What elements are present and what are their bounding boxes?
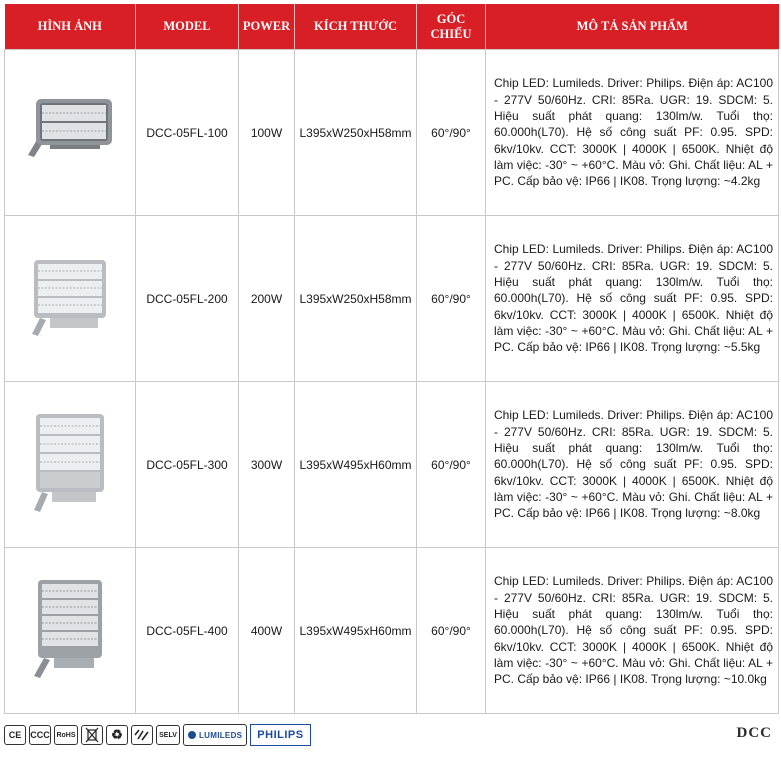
table-header-row [5,4,779,50]
description-cell: Chip LED: Lumileds. Driver: Philips. Điện áp: AC100 - 277V 50/60Hz. CRI: 85Ra. UGR: 19. SDCM: 5. Hiệu suất phát quang: 130lm/w. Tuổi thọ: 60.000h(L70). Hệ số công suất PF: 0.95. SPD: 6kv/10kv. CCT: 3000K | 4000K | 6500K. Nhiệt độ làm việc: -30° ~ +60°C. Màu vỏ: Ghi. Chất liệu: AL + PC. Cấp bảo vệ: IP66 | IK08. Trọng lượng: ~5.5kg [486,216,779,382]
brand-label: DCC [736,725,772,741]
angle-cell: 60°/90° [417,382,486,548]
table-row [5,382,779,548]
certification-footer [4,722,778,748]
model-cell: DCC-05FL-100 [136,50,239,216]
product-image-cell [5,50,136,216]
selv-cert-icon: SELV [156,725,180,745]
weee-bin-glyph [85,727,99,743]
description-cell: Chip LED: Lumileds. Driver: Philips. Điện áp: AC100 - 277V 50/60Hz. CRI: 85Ra. UGR: 19. SDCM: 5. Hiệu suất phát quang: 130lm/w. Tuổi thọ: 60.000h(L70). Hệ số công suất PF: 0.95. SPD: 6kv/10kv. CCT: 3000K | 4000K | 6500K. Nhiệt độ làm việc: -30° ~ +60°C. Màu vỏ: Ghi. Chất liệu: AL + PC. Cấp bảo vệ: IP66 | IK08. Trọng lượng: ~8.0kg [486,382,779,548]
size-cell: L395xW250xH58mm [295,216,417,382]
description-cell: Chip LED: Lumileds. Driver: Philips. Điện áp: AC100 - 277V 50/60Hz. CRI: 85Ra. UGR: 19. SDCM: 5. Hiệu suất phát quang: 130lm/w. Tuổi thọ: 60.000h(L70). Hệ số công suất PF: 0.95. SPD: 6kv/10kv. CCT: 3000K | 4000K | 6500K. Nhiệt độ làm việc: -30° ~ +60°C. Màu vỏ: Ghi. Chất liệu: AL + PC. Cấp bảo vệ: IP66 | IK08. Trọng lượng: ~4.2kg [486,50,779,216]
tuv-glyph [134,728,150,742]
header-desc: MÔ TẢ SẢN PHẨM [486,4,779,50]
power-cell: 100W [239,50,295,216]
weee-bin-icon [81,725,103,745]
power-cell: 200W [239,216,295,382]
ce-cert-icon: CE [4,725,26,745]
size-cell: L395xW495xH60mm [295,548,417,714]
table-row [5,50,779,216]
model-cell: DCC-05FL-300 [136,382,239,548]
size-cell: L395xW250xH58mm [295,50,417,216]
model-cell: DCC-05FL-400 [136,548,239,714]
recycle-icon: ♻ [106,725,128,745]
lumileds-label: LUMILEDS [199,730,243,740]
table-row [5,548,779,714]
ccc-cert-icon: CCC [29,725,51,745]
table-row [5,216,779,382]
angle-cell: 60°/90° [417,50,486,216]
product-image-cell [5,216,136,382]
floodlight-400-image [20,576,120,686]
lumileds-logo [183,724,247,746]
header-model: MODEL [136,4,239,50]
tuv-cert-icon [131,725,153,745]
header-power: POWER [239,4,295,50]
angle-cell: 60°/90° [417,216,486,382]
lumileds-dot-icon [188,731,196,739]
header-angle: GÓC CHIẾU [417,4,486,50]
size-cell: L395xW495xH60mm [295,382,417,548]
product-spec-table [4,4,779,714]
header-size: KÍCH THƯỚC [295,4,417,50]
floodlight-200-image [20,254,120,344]
model-cell: DCC-05FL-200 [136,216,239,382]
philips-logo: PHILIPS [250,724,310,746]
rohs-cert-icon: RoHS [54,725,78,745]
description-cell: Chip LED: Lumileds. Driver: Philips. Điện áp: AC100 - 277V 50/60Hz. CRI: 85Ra. UGR: 19. SDCM: 5. Hiệu suất phát quang: 130lm/w. Tuổi thọ: 60.000h(L70). Hệ số công suất PF: 0.95. SPD: 6kv/10kv. CCT: 3000K | 4000K | 6500K. Nhiệt độ làm việc: -30° ~ +60°C. Màu vỏ: Ghi. Chất liệu: AL + PC. Cấp bảo vệ: IP66 | IK08. Trọng lượng: ~10.0kg [486,548,779,714]
header-image: HÌNH ẢNH [5,4,136,50]
floodlight-100-image [20,93,120,173]
dcc-brand-logo [737,725,773,742]
angle-cell: 60°/90° [417,548,486,714]
floodlight-300-image [20,410,120,520]
product-image-cell [5,548,136,714]
power-cell: 400W [239,548,295,714]
product-image-cell [5,382,136,548]
power-cell: 300W [239,382,295,548]
